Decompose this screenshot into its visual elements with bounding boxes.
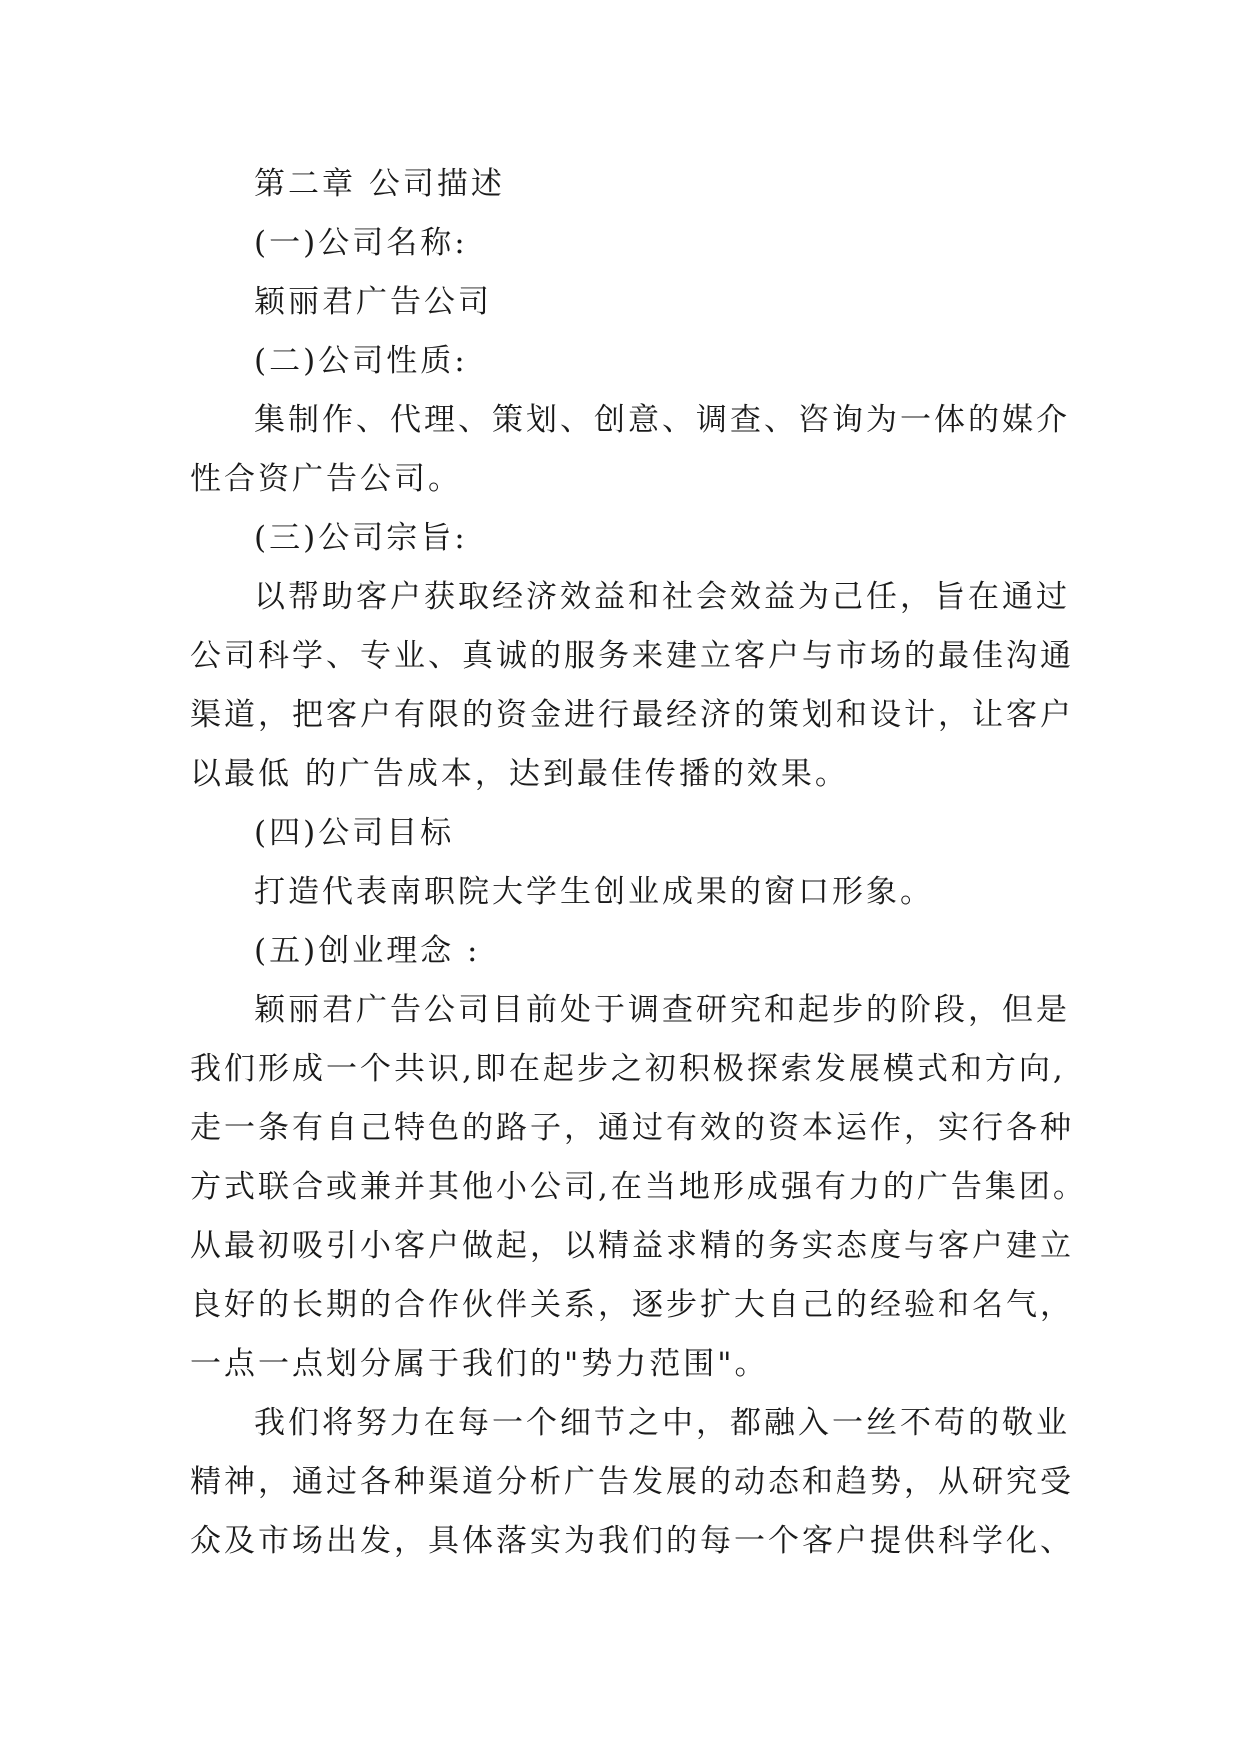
section-heading-company-purpose: (三)公司宗旨: [254,520,468,556]
paragraph-line: 打造代表南职院大学生创业成果的窗口形象。 [254,874,934,910]
paragraph-line: 方式联合或兼并其他小公司,在当地形成强有力的广告集团。 [190,1169,1087,1205]
paragraph-line: 我们将努力在每一个细节之中，都融入一丝不苟的敬业 [254,1405,1070,1441]
paragraph-line: 从最初吸引小客户做起，以精益求精的务实态度与客户建立 [190,1228,1074,1264]
section-heading-company-name: (一)公司名称: [254,225,468,261]
section-heading-business-philosophy: (五)创业理念 : [254,933,481,969]
paragraph-line: 我们形成一个共识,即在起步之初积极探索发展模式和方向, [190,1051,1066,1087]
paragraph-line: 以帮助客户获取经济效益和社会效益为己任，旨在通过 [254,579,1070,615]
paragraph-line: 渠道，把客户有限的资金进行最经济的策划和设计，让客户 [190,697,1074,733]
paragraph-line: 一点一点划分属于我们的"势力范围"。 [190,1346,769,1382]
paragraph-line: 以最低 的广告成本，达到最佳传播的效果。 [190,756,849,792]
paragraph-line: 集制作、代理、策划、创意、调查、咨询为一体的媒介 [254,402,1070,438]
paragraph-line: 众及市场出发，具体落实为我们的每一个客户提供科学化、 [190,1523,1074,1559]
paragraph-line: 精神，通过各种渠道分析广告发展的动态和趋势，从研究受 [190,1464,1074,1500]
paragraph-line: 走一条有自己特色的路子，通过有效的资本运作，实行各种 [190,1110,1074,1146]
paragraph-line: 性合资广告公司。 [190,461,462,497]
chapter-heading: 第二章 公司描述 [254,166,505,202]
section-heading-company-goal: (四)公司目标 [254,815,455,851]
document-body [190,155,1087,1571]
company-name-text: 颖丽君广告公司 [254,284,492,320]
paragraph-line: 公司科学、专业、真诚的服务来建立客户与市场的最佳沟通 [190,638,1074,674]
paragraph-line: 良好的长期的合作伙伴关系，逐步扩大自己的经验和名气， [190,1287,1074,1323]
paragraph-line: 颖丽君广告公司目前处于调查研究和起步的阶段，但是 [254,992,1070,1028]
section-heading-company-nature: (二)公司性质: [254,343,468,379]
